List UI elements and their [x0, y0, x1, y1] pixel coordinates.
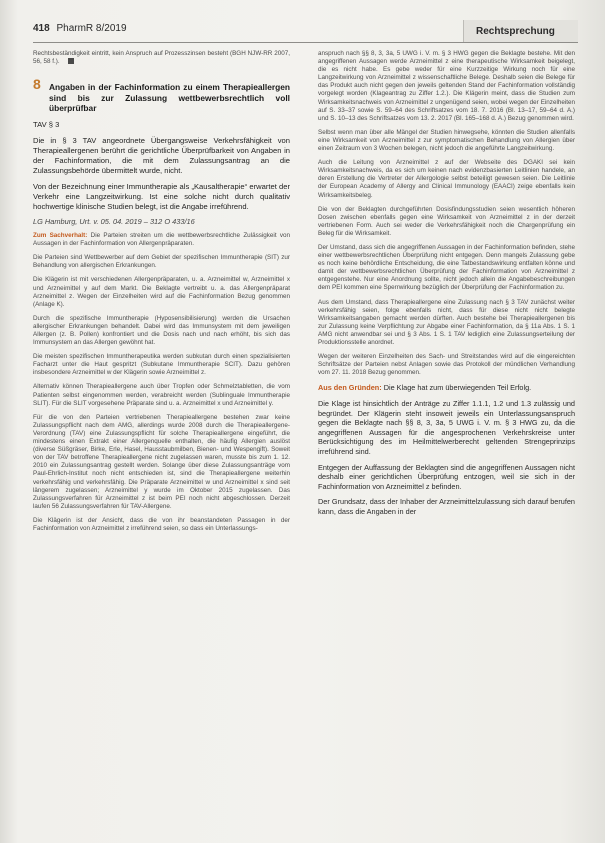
sachverhalt-paragraph-3: Die Klägerin ist mit verschiedenen Allergenpräparaten, u. a. Arzneimittel w, Arzneimittel x und Arzneimittel y auf dem Markt. Die Beklagte vertreibt u. a. das Allergenpräparat Arzneimittel z. Wegen der Einzelheiten wird auf die Fachinformation Bezug genommen (Anlage K).	[33, 276, 290, 308]
sachverhalt-paragraph-5: Die meisten spezifischen Immuntherapeutika werden subkutan durch einen spezialisierten Facharzt unter die Haut gespritzt (Subkutane Immuntherapie SCIT). Dazu gehören insbesondere Arzneimittel w der Klägerin sowie Arzneimittel z.	[33, 353, 290, 377]
journal-name: PharmR 8/2019	[56, 23, 127, 34]
sachverhalt-paragraph-2: Die Parteien sind Wettbewerber auf dem Gebiet der spezifischen Immuntherapie (SIT) zur Behandlung von allergischen Erkrankungen.	[33, 254, 290, 270]
gruende-text-1: Die Klage hat zum überwiegenden Teil Erfolg.	[383, 383, 532, 393]
right-paragraph-4: Die von der Beklagten durchgeführten Dosisfindungsstudien seien wesentlich höheren Dosen zwischen ebenfalls gegen eine Wirksamkeit von Arzneimittel z in der derzeit vertriebenen Form. Auch sei weder die Verkehrsfähigkeit noch die Chargenprüfung ein Beleg für die Wirksamkeit.	[318, 205, 575, 237]
decision-heading	[33, 76, 290, 114]
leitsatz-1: Die in § 3 TAV angeordnete Übergangsweise Verkehrsfähigkeit von Therapieallergenen berührt die gerichtliche Überprüfbarkeit von Angaben in der Fachinformation, die mit dem Zulassungsantrag an die Zulassungsbehörde übermittelt wurde, nicht.	[33, 135, 290, 175]
right-paragraph-2: Selbst wenn man über alle Mängel der Studien hinwegsehe, könnten die Studien allenfalls eine Wirksamkeit von Arzneimittel z zur symptomatischen Behandlung von Allergien über einen Zeitraum von 3 Wochen belegen, nicht jedoch die angeführte Langzeitwirkung.	[318, 128, 575, 153]
sachverhalt-paragraph-7: Für die von den Parteien vertriebenen Therapieallergene bestehen zwar keine Zulassungspflicht nach dem AMG, allerdings wurde 2008 durch die Therapieallergene-Verordnung (TAV) eine Zulassungspflicht für solche Therapieallergene eingeführt, die mindestens einen Extrakt einer Allergenquelle enthalten, die häufig Allergien auslöst (diverse Süßgräser, Birke, Erle, Hasel, Hausstaubmilben, Bienen- und Wespengift). Soweit von der TAV betroffene Therapieallergene nicht zugelassen waren, musste bis zum 1. 12. 2010 ein Zulassungsantrag gestellt werden. Solange über diese Zulassungsanträge vom Paul-Ehrlich-Institut noch nicht entschieden ist, sind die Therapieallergene weiterhin verkehrsfähig und verkehrsfähig. Die Präparate Arzneimittel w und Arzneimittel x sind seit längerem zugelassen; Arzneimittel y wurde im Oktober 2015 zugelassen. Das Zulassungsverfahren für Arzneimittel z ist beim PEI noch nicht abgeschlossen. Derzeit laufen 56 Zulassungsverfahren für TAV-Allergene.	[33, 413, 290, 510]
right-paragraph-3: Auch die Leitung von Arzneimittel z auf der Webseite des DGAKI sei kein Wirksamkeitsnachweis, da es sich um keinen nach evidenzbasierten Leitlinien handele, an deren Erstellung die Vertreter der Allergologie selbst beteiligt gewesen seien. Die Leitlinie der European Academy of Allergy and Clinical Immunology (EAACI) zeige ebenfalls kein Wirksamkeitsbeleg.	[318, 159, 575, 199]
gruende-paragraph-2: Die Klage ist hinsichtlich der Anträge zu Ziffer 1.1.1, 1.2 und 1.3 zulässig und begründet. Der Klägerin steht insoweit jeweils ein Unterlassungsanspruch gegen die Beklagte nach §§ 8, 3, 3a, 5 UWG i. V. m. § 3 HWG zu, da die angegriffenen Aussagen für die angesprochenen Verkehrskreise unter Berücksichtigung des im Heilmittelwerberecht geltenden Strengeprinzips irreführend sind.	[318, 398, 575, 456]
gruende-paragraph-1	[318, 383, 575, 393]
right-paragraph-5: Der Umstand, dass sich die angegriffenen Aussagen in der Fachinformation befinden, stehe einer wettbewerbsrechtlichen Überprüfung nicht entgegen. Denn mangels Zulassung gebe es noch keine behördliche Entscheidung, die eine Tatbestandswirkung entfalten könne und damit der wettbewerbsrechtlichen Überprüfung der Fachinformation von Arzneimittel z entgegenstehe. Nur eine Anordnung sollte, nicht jedoch allein die Angabebeschreibungen dem PEI kommen eine Sperrwirkung bezüglich der Überprüfung der Fachinformation zu.	[318, 243, 575, 292]
right-paragraph-1: anspruch nach §§ 8, 3, 3a, 5 UWG i. V. m. § 3 HWG gegen die Beklagte bestehe. Mit den angegriffenen Aussagen werde Arzneimittel z eine therapeutische Wirksamkeit beigelegt, die es nicht habe. Es gebe weder für eine Kurzzeitige Wirkung noch für eine Langzeitwirkung von Arzneimittel z wissenschaftliche Belege. Deshalb seien die Belege für das Produkt auch nicht gegen den jeweils geltenden Stand der Fachinformation vollständig vorgelegt worden (Klageantrag zu Ziffer 1.2.). Die Klägerin meint, dass die Studien zum Wirksamkeitsnachweis von Arzneimittel z ungenügend seien, wobei wegen der Einzelheiten auf S. 33–37 sowie S. 59–64 des Schriftsatzes vom 18. 7. 2016 (Bl. 13–17, 59–64 d. A.) und S. 10–13 des Schriftsatzes vom 13. 2. 2017 (Bl. 165–168 d. A.) Bezug genommen wird.	[318, 50, 575, 122]
heading-number: 8	[33, 76, 41, 93]
sachverhalt-text-1: Die Parteien streiten um die wettbewerbsrechtliche Zulässigkeit von Aussagen in der Fachinformation von Allergenpräparaten.	[33, 232, 290, 248]
right-column	[318, 50, 575, 523]
sachverhalt-paragraph-8: Die Klägerin ist der Ansicht, dass die von ihr beanstandeten Passagen in der Fachinformation von Arzneimittel z irreführend seien, so dass ein Unterlassungs-	[33, 516, 290, 532]
right-paragraph-7: Wegen der weiteren Einzelheiten des Sach- und Streitstandes wird auf die eingereichten Schriftsätze der Parteien nebst Anlagen sowie das Protokoll der mündlichen Verhandlung vom 27. 11. 2018 Bezug genommen.	[318, 353, 575, 377]
leitsatz-2: Von der Bezeichnung einer Immuntherapie als „Kausaltherapie“ erwartet der Verkehr eine Langzeitwirkung. Ist eine solche nicht durch qualitativ hochwertige klinische Studien belegt, ist die Angabe irreführend.	[33, 181, 290, 211]
heading-text: Angaben in der Fachinformation zu einem Therapieallergen sind bis zur Zulassung wettbewerbsrechtlich voll überprüfbar	[49, 82, 290, 114]
page-number: 418	[33, 23, 50, 34]
sachverhalt-paragraph-6: Alternativ können Therapieallergene auch über Tropfen oder Schmelztabletten, die vom Patienten selbst eingenommen werden, verabreicht werden (Sublinguale Immuntherapie SLIT). Für die SLIT vorgesehene Präparate sind u. a. Arzneimittel x und Arzneimittel y.	[33, 383, 290, 407]
left-column	[33, 50, 290, 539]
sachverhalt-label: Zum Sachverhalt:	[33, 232, 88, 240]
section-title: Rechtsprechung	[463, 20, 578, 42]
header-rule	[33, 42, 578, 43]
gruende-paragraph-4: Der Grundsatz, dass der Inhaber der Arzneimittelzulassung sich darauf berufen kann, dass die Angaben in der	[318, 497, 575, 516]
case-reference: LG Hamburg, Urt. v. 05. 04. 2019 – 312 O 433/16	[33, 216, 195, 226]
gruende-label: Aus den Gründen:	[318, 383, 382, 393]
intro-text: Rechtsbeständigkeit eintritt, kein Anspruch auf Prozesszinsen besteht (BGH NJW-RR 2007, 56, 58 f.).	[33, 50, 290, 66]
right-paragraph-6: Aus dem Umstand, dass Therapieallergene eine Zulassung nach § 3 TAV zunächst weiter verkehrsfähig seien, folge ebenfalls nicht, dass für diese nicht nicht belegte Wirksamkeitsangaben gemacht werden dürften. Auch bestehe bei Therapieallergenen bis zur Zulassung keine Verpflichtung zur Abgabe einer Fachinformation, da § 11a Abs. 1 S. 1 AMG nicht anwendbar sei und § 3 Abs. 1 S. 1 TAV lediglich eine Zulassungserteilung der Produktionsstelle anordnet.	[318, 298, 575, 346]
sachverhalt-paragraph-4: Durch die spezifische Immuntherapie (Hyposensibilisierung) werden die Ursachen allergischer Erkrankungen behandelt. Dabei wird das Immunsystem mit dem jeweiligen Allergen (z. B. Pollen) konfrontiert und die Dosis nach und nach erhöht, bis sich das Immunsystem an das Allergen gewöhnt hat.	[33, 314, 290, 347]
header-left	[33, 23, 127, 34]
end-mark-icon	[68, 58, 74, 64]
gruende-paragraph-3: Entgegen der Auffassung der Beklagten sind die angegriffenen Aussagen nicht deshalb einer gerichtlichen Überprüfung entzogen, weil sie sich in der Fachinformation von Arzneimittel z befinden.	[318, 462, 575, 491]
sachverhalt-paragraph-1	[33, 232, 290, 248]
intro-paragraph	[33, 50, 290, 66]
norm-reference: TAV § 3	[33, 119, 60, 129]
page-header	[33, 20, 578, 42]
